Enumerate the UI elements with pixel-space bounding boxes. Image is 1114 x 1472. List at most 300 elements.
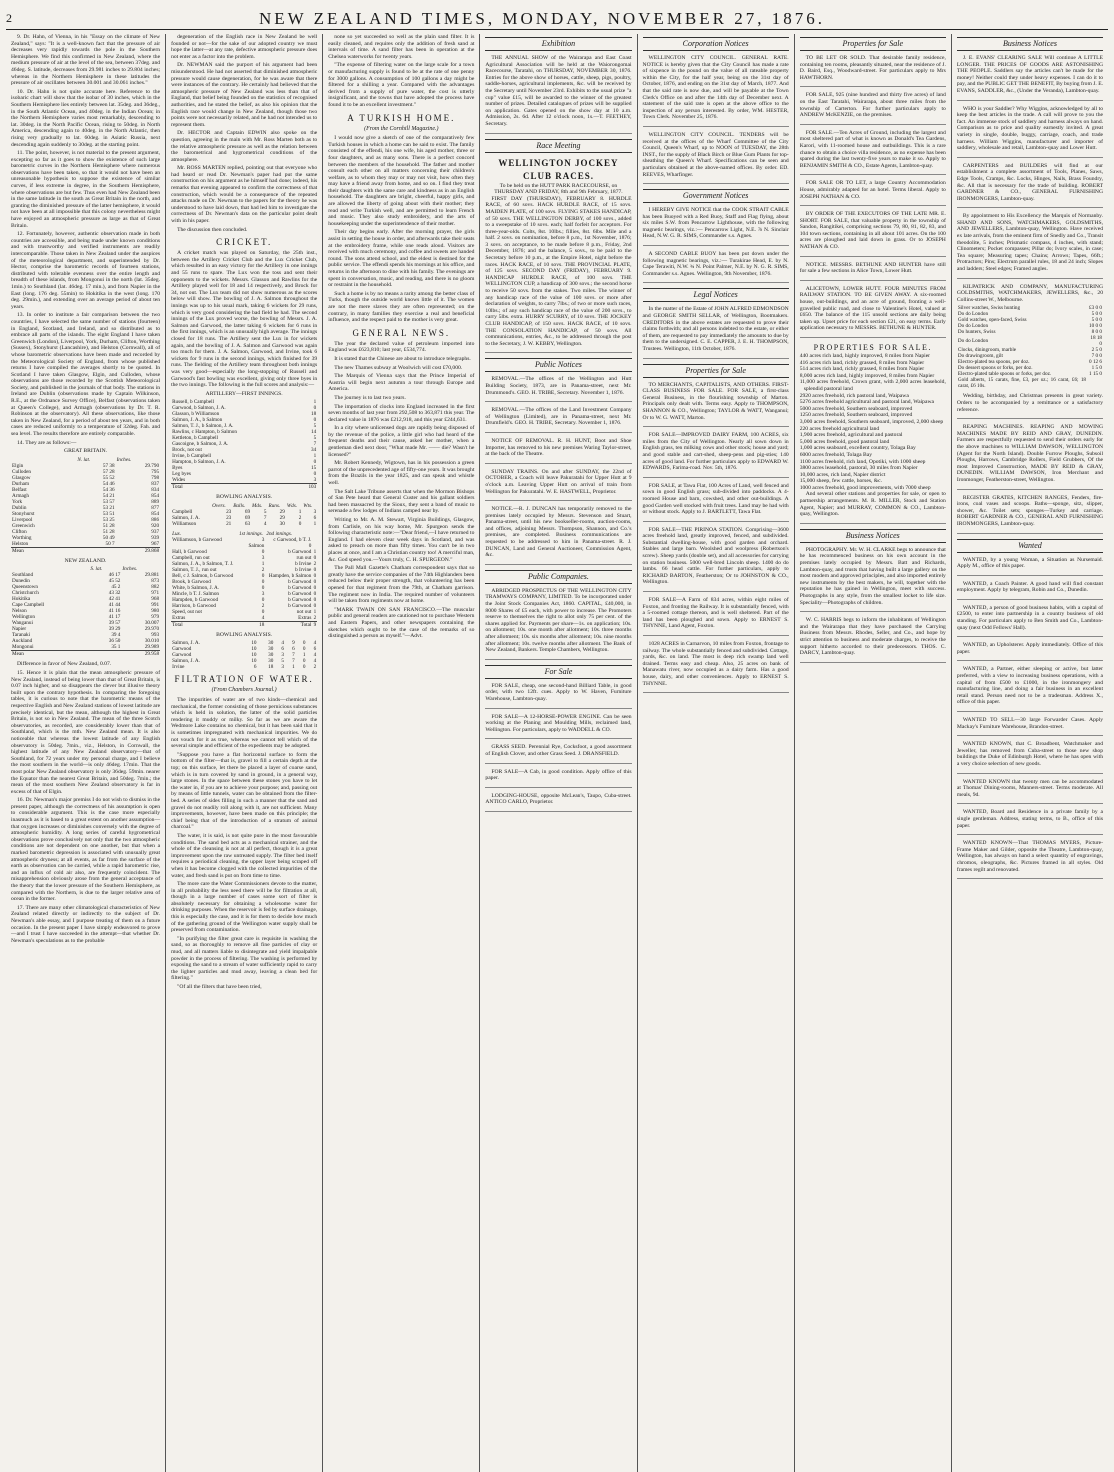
advertisement: FOR SALE—THE PIRINOA STATION. Comprising—3600 acres freehold land, greatly improved, fenced, and subdivided. Substantial dwelling-house, with good garden and orchard. Stables and large barn. Woolshed and woolpress (Robertson's screw). Sheep yards (double set), and all accessories for carrying on station business. 5000 well-bred Lincoln sheep. 1400 do do lambs. 66 head cattle. For further particulars, apply to RICHARD BARTON, Featherston; Or to JOHNSTON & CO., Wellington. [643,527,789,592]
table-cell: Taranaki [12,632,31,639]
table-cell: 0 [313,459,317,466]
table-cell: 882 [151,584,160,591]
table-cell: Wellington [12,614,35,621]
table-cell: Total [300,621,312,628]
table-cell: 5 [313,435,317,442]
table-cell: Mincle, b T. J. Salmon [172,590,220,597]
table-header-cell: Overs. [212,502,226,509]
section-header: Business Notices [957,37,1103,51]
article-paragraph: "In purifying the filter great care is requisite in washing the sand, so as thoroughly to remove all fine particles of clay or mud, and all matters liable to disintegrate and yield impalpable powder in the process of filtering. The washing is performed by exposing the sand to a stream of water sufficiently rapid to carry the lighter particles and mud away, leaving a clean bed for filtering." [171,935,318,982]
table-cell: 39 4 [111,632,121,639]
table-cell: 837 [151,480,160,487]
advertisement: WHO is your Saddler? Why Wiggins, acknowledged by all to keep the best articles in the trade. A call will prove to you the fact. An immense stock of saddlery and harness always on hand. Comparison as to price and quality earnestly invited. A great variety in single, double, buggy, carriage, coach, and trade harness. William Wiggins, manufacturer and importer of saddlery, wholesale and retail, Lambton-quay and Lower Hutt. [957,106,1103,158]
table-cell: 50 7 [105,540,115,547]
article-paragraph: I would now give a sketch of one of the comparatively few Turkish houses in which a home can be said to exist. The family consisted of the effendi, his one wife, his aged mother, three or four daughters, and as many sons. There is a perfect concord between the members of the household. The father and mother consult each other on all matters concerning their children's welfare, as to whom they may or may not visit, how often they may have a friend away from home, and so on. I find they treat their daughters with the same care and kindness as in an English household. The daughters are bright, cheerful, happy girls, and are allowed the liberty of going about with their mother; they read and write Turkish well, and are permitted to learn French and music. They also study embroidery, and the arts of housekeeping under the superintendence of their mother. [328,135,475,227]
table-cell: 0 [261,578,265,585]
table-cell: 30.007 [144,620,160,627]
table-cell: 0 [313,584,317,591]
table-cell: Auckland [12,638,33,645]
property-listing: 1,900 acres freehold, agricultural and pastoral [799,432,903,439]
advertisement: FOR SALE—A Farm of 834 acres, within eight miles of Foxton, and fronting the Railway. It is substantially fenced, with a 5-roomed cottage thereon, and is well sheltered. Part of the land has been ploughed and sown. Apply to ERNEST S. THYNNE, Land Agent, Foxton. [643,597,789,636]
table-cell: York [12,498,23,505]
advertisement: 1028 ACRES in Carnarvon, 10 miles from Foxton, frontage to railway. The whole substantially fenced and subdivided. Cottage, yards, &c. on land. The most is deep rich swamp land well drained. Terms easy and cheap. Also, 25 acres on bank of Manawatu river, now occupied as a dairy farm. Has a good house, dairy, and other conveniences. Apply to ERNEST S. THYNNE. [643,641,789,693]
table-cell: Total [172,621,183,628]
table-cell: 53 51 [102,510,115,517]
table-cell: 4 [313,652,317,659]
advertisement: BY ORDER OF THE EXECUTORS OF THE LATE MR. E. SHORT. FOR SALE, that valuable property in the township of Sandon, Rangitikei, comprising sections 79, 80, 81, 82, 83, and 104 town sections, containing in all about 101 acres. On the 100 acres are ploughed and laid down in grass. Or to JOSEPH NATHAN & CO. [800,211,946,257]
table-cell: 10 [251,652,257,659]
table-cell: 967 [151,540,160,547]
article-paragraph: 15. Hence it is plain that the mean atmospheric pressure of New Zealand, instead of being lower than that of Great Britain, is 0.07 inch higher, and so disappears the clever but illusive theory built upon the contrary hypothesis. In comparing the foregoing tables, it is curious to note that the barometric means of the respective English and New Zealand stations of lowest latitude are precisely identical, but the mean, although the highest in Great Britain, is not so in New Zealand. The mean of the three Scotch observatories, as recorded, are considerably lower than that of Southland, which is the mth. New Zealand mean. It is also noticeable that whereas the lowest latitude of any English observatory is 50deg. 7min., viz., Helston, in Cornwall, the highest latitude of any New Zealand observatory—that of Southland, for 72 years under my personal charge, and I believe the most southern in the world—is only 46deg. 17min. That the most polar New Zealand observatory is only 36deg. 59min. nearer the Equator than the nearest Great Britain, and 50deg. 7min.; the mean of the most southern New Zealand observatory is far in excess of that of Elgin. [11,670,161,795]
news-item: The new Thames subway at Woolwich will cost £70,000. [334,364,463,371]
general-news-heading: GENERAL NEWS. [352,327,451,338]
table-cell: 4 [261,614,265,621]
table-cell: Do do London [957,323,989,330]
table-cell: Hall, b Garwood [172,548,207,555]
property-listing: 3,000 acres freehold, Southern seaboard, improved, 2,000 sheep [799,418,944,425]
table-cell: 8 0 0 [1091,329,1103,336]
property-listing: 440 acres rich land, highly improved, 8 miles from Napier [799,353,931,359]
table-cell: 7 [292,658,295,665]
table-cell: 0 [308,542,312,549]
table-title: BOWLING ANALYSIS. [216,494,273,501]
section-header: Race Meeting [485,139,631,153]
table-cell: Gascoigne, b Salmon, J. A. [172,441,229,448]
table-cell: not out [296,608,312,615]
table-cell: Silver watches, Swiss hunting [957,305,1021,312]
news-item: The Pall Mall Gazette's Chatham correspondent says that so greatly have the service companies of the 74th Highlanders been reduced below their proper strength, that volunteering has been opened for that regiment from the 79th, at Chatham garrison. The regiment now in India. The required number of volunteers will be taken from regiments now at home. [328,565,475,605]
table-cell: 1 15 0 [1089,371,1103,378]
article-paragraph: none so yet succeeded so well as the plain sand filter. It is easily cleaned, and requires only the addition of fresh sand at intervals of time. A sand filter has been in operation at the Chelsea waterworks for twenty years. [328,34,475,60]
table-cell: b Garwood [288,596,312,603]
table-cell: Wanganui [12,620,33,627]
table-cell: 29.970 [144,626,160,633]
table-cell: 991 [151,602,160,609]
article-paragraph: Mr. ROSS MARTEN replied, pointing out that everyone who had heard or read Dr. Newman's paper had put the same construction on his argument as he himself had done; indeed, his remarks that evening appeared to confirm the correctness of that construction, which would be a consequence of the repeated attacks made on Dr. Newman to the papers for the theory he was understood to have laid down, that had led him to investigate the correctness of Dr. Newman's data on the particular point dealt with in his paper. [171,165,318,225]
table-header-cell: S. lat. [90,566,103,573]
newspaper-title: NEW ZEALAND TIMES, MONDAY, NOVEMBER 27, 1876. [259,8,825,28]
table-cell: 6 [253,664,257,671]
property-listing: 3800 acres leasehold, pastoral, 30 miles from Napier [799,465,918,472]
table-cell: 23 [226,514,232,521]
table-cell: run out [296,554,312,561]
table-cell: 2 [261,566,265,573]
article-paragraph: 11. The point, however, is not material to the present argument, excepting so far as it goes to show the existence of such large barometric curves in the Northern Hemisphere where numerous observations have been taken, so that it would not have been an unreasonable hypothesis to suppose the existence of similar curves, if less extreme in degree, in the Southern Hemisphere, where observations are but few. Thus even had New Zealand been in the same latitude in the south as Great Britain in the north, and granting the diminished pressure of the latter hemisphere, it would not have been at all impossible that this colony nevertheless might have enjoyed an atmospheric pressure as large as that of Great Britain. [11,150,161,229]
table-cell: 53 57 [102,498,115,505]
table-cell: 0 [313,572,317,579]
table-cell: 14 [311,429,317,436]
news-item: The journey is to last two years. [334,394,406,401]
page-number: 2 [6,11,12,25]
table-cell: Clifton [12,528,27,535]
table-cell: Do do London [957,338,989,345]
table-header-cell: Mds. [252,502,263,509]
article-paragraph: Their day begins early. After the morning prayer, the girls assist in setting the house in order, and afterwards take their seats at the embroidery frame, while one reads aloud. Visitors are received with much ceremony, and coffee and sweets are handed round. The sons attend school, and the eldest is destined for the public service. The effendi spends his mornings at his office, and returns in the afternoon to dine with his family. The evenings are spent in conversation, music, and reading, and there is no gloom or restraint in the household. [328,229,475,289]
wanted-ad: WANTED TO SELL—30 large Forwarder Cases. Apply Mackay's Furniture Warehouse, Brandon-street. [957,717,1103,736]
table-cell: Hokitika [12,596,31,603]
table-cell: Speed, out not [172,608,202,615]
article-paragraph: 14. They are as follows:— [17,439,77,446]
table-cell: 2 [298,514,302,521]
table-cell: 1 [313,399,317,406]
table-cell: 0 [302,658,306,665]
table-title: NEW ZEALAND. [64,557,107,564]
table-cell: 10 [251,658,257,665]
table-cell: 968 [151,596,160,603]
news-item: In a city where unlicensed dogs are rapidly being disposed of by the revenue of the police, a little girl who had heard of the frequent deaths and their cause, asked her mother, when a gentleman died next door, "What made Mr. —— die? Wasn't he licensed?" [328,425,475,458]
table-cell: Gold alberts, 15 carats, fine, £3, per oz.; 16 carat, £6; 18 carat, £6 10s. [957,377,1087,390]
table-cell: Armagh [12,492,29,499]
table-cell: Worthing [12,534,32,541]
wanted-ad: WANTED, a Coach Painter. A good hand will find constant employment. Apply by telegram, Robin and Co., Dunedin. [957,581,1103,600]
table-cell: 18 [268,664,274,671]
table-cell: 1 [313,608,317,615]
table-cell: 2 [313,614,317,621]
table-cell: 30 [268,652,274,659]
masthead [6,8,1108,30]
table-cell: 0 [261,596,265,603]
article-paragraph: 13. In order to institute a fair comparison between the two countries, I have selected the same number of stations (fourteen) in England, Scotland, and Ireland, and so distributed as to embrace all parts of the islands. The eight England I have taken Greenwich (London), Liverpool, York, Durham, Clifton, Worthing (Sussex), Stonyhurst (Lancashire), and Helston (Cornwall), all of whose barometric observations have been made and recorded by the Meteorological Society of England, from whose published returns I have compiled the averages shortly to be quoted. In Scotland I have taken Glasgow, Elgin, and Culloden, whose observations are those recorded by the Scottish Meteorological Society, and published in the journals of that body. The stations in Ireland are Dublin (observations made by Captain Wilkinson, R.E., at the Ordnance Survey Office), Belfast (observations taken at Queen's College), and Armagh (observations by Dr. T. R. Robinson at the observatory). All these observations, like those taken in New Zealand, for a period of about ten years, and in both cases are reduced uniformly to a temperature of 32deg. Fah. and sea level. The results therefore are entirely comparable. [11,312,161,438]
table-cell: 3 [261,536,265,543]
table-cell: 1 [302,652,306,659]
wanted-ad: WANTED KNOWN—That THOMAS MYERS, Picture-Frame Maker and Gilder, opposite the Theatre, Lambton-quay, Wellington, has always on hand a select quantity of engravings, chromos, oleographs, &c. Pictures framed in all styles. Old frames regilt and renovated. [957,840,1103,879]
table-cell: 873 [151,578,160,585]
bowling-table [171,503,317,527]
wanted-ad: WANTED, a person of good business habits, with a capital of £2500, to enter into partnership in a country business of old standing. For particulars apply to Ben Smith and Co., Lambton-quay (next Odd Fellows' Hall). [957,605,1103,637]
advertisement: ALICETOWN, LOWER HUTT. FOUR MINUTES FROM RAILWAY STATION. TO BE GIVEN AWAY. A six-roomed house, out-buildings, and an acre of ground, fronting a well-gravelled public road, and close to Valentine's Hotel, valued at £650. The balance of the 115 unsold sections are daily being taken up. Upset price for each section £21, on easy terms. Early application necessary to MESSRS. BETHUNE & HUNTER. [800,286,946,338]
property-listing: 1100 acres freehold, rich land, Opotiki, with 1000 sheep [799,458,926,465]
advertisement: WELLINGTON CITY COUNCIL. TENDERS will be received at the offices of the Wharf Committee of the City Council, Queen's Wharf, up to NOON of TUESDAY, the 28th INST., for the supply of Black Birch or Blue Gum Plants for top-sheathing the Queen's Wharf. Specifications can be seen and particulars obtained at the above-named offices. By order. ED. REEVES, Wharfinger. [643,132,789,184]
table-cell: Gold watches, open-faced, Swiss [957,317,1027,324]
article-paragraph: A cricket match was played on Saturday, the 25th inst., between the Artillery Cricket Club and the Lux Cricket Club, which resulted in an easy victory for the Artillery in one innings and 55 runs to spare. The Lux won the toss and sent their opponents to the wickets. Messrs. Glasson and Rawlins for the Artillery played well for 18 and 14 respectively, and Brock for 34, not out. The Lux team did not show numerous as the scores below will show. The bowling of J. A. Salmon throughout the innings was up to his usual mark, taking 6 wickets for 29 runs, which is very good considering the bad field he had. The second innings of the Lux proved worse, the bowling of Messrs. J. A. Salmon and Garwood, the latter taking 6 wickets for 6 runs in the first innings, which is an unusually high average. The innings closed for 18 runs. The Artillery sent the Lux in for wickets again, and the bowling of J. A. Salmon and Garwood was again too much for them. J. A. Salmon, Garwood, and Irvine, took 6 wickets for 9 runs in the second innings, which finished for 39 runs. The fielding of the Artillery team throughout both innings was very good—especially the long-stopping of Russell and Garwood's fast bowling was excellent, giving only three byes in the two innings. The following is the full scores and analysis:— [171,250,318,389]
turkish-home-source: (From the Cornhill Magazine.) [364,125,439,132]
table-cell [76,547,115,554]
table-cell: 39 57 [108,620,121,627]
advertisement: REGISTER GRATES, KITCHEN RANGES, Fenders, fire-irons, coal vases and scoops. Baths—sponge, sitz, slipper, shower, &c. Toilet sets; sponges—Turkey and carriage. ROBERT GARDNER & CO., GENERAL AND FURNISHING IRONMONGERS, Lambton-quay. [957,495,1103,534]
table-cell: 6 [313,646,317,653]
table-cell: 6 [313,514,317,521]
table-cell: Extras [298,614,312,621]
table-cell: 35 1 [111,644,121,651]
table-cell: 1 5 0 [1091,365,1103,372]
table-cell: 53 25 [102,516,115,523]
table-cell: 4 [313,640,317,647]
table-cell: 920 [151,522,160,529]
table-row [957,377,1103,389]
news-item: Mr. Robert Kennedy, Wigtown, has in his possession a green parrot of the unprecedented age of fifty-one years. It was brought from the Brazils in the year 1825, and can speak and whistle well. [328,460,475,487]
table-cell: 41 16 [108,608,121,615]
table-cell: Liverpool [12,516,33,523]
table-cell: 979 [151,614,160,621]
table-cell: 1 [313,548,317,555]
table-cell: 54 21 [102,492,115,499]
table-cell: Queenstown [12,584,38,591]
wanted-ad: WANTED KNOWN, that C. Broadbent, Watchmaker and Jeweller, has removed from Cuba-street to those new shop buildings the Duke of Edinburgh Hotel, where he has open with a very choice selection of new goods. [957,741,1103,773]
table-cell: 21 [226,520,232,527]
table-cell: 18 18 0 [1090,335,1103,348]
advertisement: PHOTOGRAPHY. Mr. W. H. CLARKE begs to announce that he has recommenced business on his own account in the premises lately occupied by Messrs. Batt and Richards, Lambton-quay, and trusts that having built a large gallery on the most modern and approved principles, and also imported entirely new instruments by the best makers, he will, together with the reputation he has gained in Wellington, meet with success. Photographs in any style, from the smallest locket to life size. Speciality—Photographs of children. [800,547,946,612]
table-cell: Kettleton, b Campbell [172,435,219,442]
wanted-ad: WANTED, by a young Woman, a Situation as Nursemaid. Apply M., office of this paper. [957,557,1103,576]
advertisement: TO MERCHANTS, CAPITALISTS, AND OTHERS. FIRST-CLASS BUSINESS FOR SALE. FOR SALE, a first-class General Business, in the flourishing township of Marton. Principals only dealt with. Terms easy. Apply to THOMPSON, SHANNON & CO., Wellington; TAYLOR & WATT, Wanganui; Or to W. G. WATT, Marton. [643,382,789,428]
table-cell: Hampton, b Salmon, J. A. [172,459,226,466]
table-cell: Stonyhurst [12,510,35,517]
advertisement: ABRIDGED PROSPECTUS OF THE WELLINGTON CITY TRAMWAYS COMPANY, LIMITED. To be incorporated under the Joint Stock Companies Act, 1860. CAPITAL, £40,000, in 8000 Shares of £5 each, with power to increase. The Promoters reserve to themselves the right to allot only 75 per cent. of the shares applied for. Payments per share—1s. on application; 10s. on allotment; 10s. one month after allotment; 10s. three months after allotment; 10s. six months after allotment; 10s. nine months after allotment; 10s. twelve months after allotment. The Bank of New Zealand, Bankers. Temple Chambers, Wellington. [485,588,631,660]
filtration-heading: FILTRATION OF WATER. [174,674,314,685]
table-cell: 0 [313,405,317,412]
table-cell: 7 [313,441,317,448]
table-cell: 854 [151,492,160,499]
table-cell: 29.989 [144,644,160,651]
advertisement: FOR SALE, at Tawa Flat, 100 Acres of Land, well fenced and sown in good English grass; sub-divided into paddocks. A 4-roomed House and barn, cowshed, and other out-buildings. A good Garden well stocked with fruit trees. Land may be had with or without stock. Apply to J. BARTLETT, Tawa Flat. [643,483,789,522]
property-listing: 6000 acres freehold, Tolaga Bay [799,451,873,458]
advertisement: NOTICE. MESSRS. BETHUNE AND HUNTER have still for sale a few sections in Alice Town, Lower Hutt. [800,262,946,281]
section-header: Business Notices [800,529,946,543]
table-cell: 6 [281,646,285,653]
table-cell: Electro-plated tea spoons, per doz. [957,359,1030,366]
table-cell: 69 [244,514,251,521]
table-cell: 3 [281,652,285,659]
table-cell: Harrison, b Garwood [172,602,217,609]
advertisement: REAPING MACHINES. REAPING AND MOWING MACHINES MADE BY REID AND GRAY, DUNEDIN. Farmers are respectfully requested to send their orders early for the above machines to WILLIAM DAWSON, WELLINGTON (Agent for the North Island). Double Furrow Ploughs, Subsoil Ploughs, Harrows, Cambridge Rollers, Field Grubbers, Of the most Improved Construction, MADE BY REID & GRAY, DUNEDIN. WILLIAM DAWSON, Iron Merchant and Ironmonger, Featherston-street, Wellington. [957,424,1103,489]
table-row [11,651,160,658]
advertisement: FOR SALE, 925 (nine hundred and thirty five acres) of land on the East Taratahi, Wairarapa, about three miles from the township of Carterton. For further particulars apply to ANDREW McKENZIE, on the premises. [800,92,946,124]
table-cell: 63 [244,520,251,527]
table-cell: Glasgow [12,474,31,481]
table-row [171,521,317,527]
article-paragraph: degeneration of the English race in New Zealand be well founded or not—for the sake of our adopted country we must hope the latter—at any rate, defective atmospheric pressure does not enter as a factor into the problem. [171,34,318,60]
advertisement: A SECOND CABLE BUOY has been put down under the following magnetic bearings, viz.:— Turakirae Head, E. by N. Cape Terawiti, N.W. ¾ N. Point Palmer, N.E. by N. G. R. SIMS, Commander s.s. Agnes. Wellington, 9th November, 1876. [643,251,789,283]
table-cell: 34 [311,447,317,454]
article-paragraph: 10. Dr. Hahn is not quite accurate here. Reference to the isobaric chart will show that the isobar of 30 inches, which in the Southern Hemisphere lies entirely between lat. 35deg. and 36deg., in the South Atlantic Ocean, and 40deg. in the Indian Ocean; in the Northern Hemisphere varies most remarkably, descending to lat. 30deg. in the North Pacific Ocean, rising to 50deg. in North America, descending again to 40deg. in the North Atlantic, then rising very gradually to lat. 60deg. in Asiatic Russia, next descending again suddenly to 30deg. at the starting point. [11,88,161,148]
advertisement: J. E. EVANS' CLEARING SALE Will continue A LITTLE LONGER. THE PRICES OF GOODS ARE ASTONISHING THE PEOPLE. Saddlers say the articles can't be made for the money! Neither could they under heavy expenses. I can do it to pay, and the PUBLIC GET THE BENEFIT, By buying from J. E. EVANS, SADDLER, &c., (Under the Veranda), Lambton-quay. [957,55,1103,101]
table-cell: 18 [311,411,317,418]
table-cell: 7 [263,514,267,521]
table-cell: Rawlins, c Hampton, b Salmon [172,429,237,436]
wanted-ad: WANTED KNOWN that twenty men can be accommodated at Thomas' Dining-rooms, Manners-street. Terms moderate. All meals, 9d. [957,779,1103,805]
article-paragraph: "Suppose you have a flat horizontal surface to form the bottom of the filter—that is, gravel to fill a certain depth at the top; on this surface, let there be placed a layer of coarse sand, which is in turn covered by sand in ground, in a general way, large stones. In the space between these stones you have to let the water in, if you are to achieve your purpose; and, passing out by means of little tunnels, water can be obtained from the filter-bed. A series of sides filling in such a manner that the sand and gravel do not readily roll along with it, are not sufficient. Many improvements, however, have been made on this principle; the chief being that of the introduction of a stratum of animal charcoal." [171,751,318,831]
section-header: Wanted [957,539,1103,553]
table-cell: Belfast [12,486,27,493]
table-cell: 1 [261,560,265,567]
table-cell: 30.010 [144,638,160,645]
table-cell: £3 0 0 [1089,305,1103,312]
news-item: It is stated that the Chinese are about to introduce telegraphs. [334,355,471,362]
table-cell: 29.881 [144,572,160,579]
table-cell: 39 29 [108,626,121,633]
article-paragraph: "The expense of filtering water on the large scale for a town or manufacturing supply is found to be at the rate of one penny for 3000 gallons. A consumption of 100 gallons a day might be filtered for a shilling a year. Compared with the advantages derived from a supply of pure water, the cost is utterly insignificant, and the towns that have adopted the process have found it to be an excellent investment." [328,62,475,108]
section-header: Corporation Notices [643,37,789,51]
table-cell: 0 [313,596,317,603]
table-header-cell: N. lat. [77,456,91,463]
table-header-cell: 1st innings. [238,530,263,537]
table-cell: 886 [151,516,160,523]
property-listing: 15,000 sheep, few cattle, horses, &c. [799,478,883,485]
table-cell: 36 50 [108,638,121,645]
table-cell: Greenwich [12,522,35,529]
table-cell: Nelson [12,608,27,615]
table-cell: 45 2 [111,584,121,591]
section-header: Properties for Sale [643,364,789,378]
table-cell: Garwood, b Salmon, J. A. [172,405,226,412]
table-cell: 54 46 [102,480,115,487]
news-item: Writing to Mr. A. M. Stewart, Virginia Buildings, Glasgow, from Carlisle, on his way home, Mr. Spurgeon sends the following characteristic note:—"Dear friend,—I have returned to England. I had eleven clear week days in Scotland, and was asked to preach on more than fifty times. You can't be in two places at once, and I am a Christian country too! A merciful man, &c. God speed you.—Yours truly, C. H. SPURGEON." [328,517,475,563]
advertisement: CARPENTERS and BUILDERS will find at our establishment a complete assortment of Tools, Planes, Saws, Edge Tools, Cramps, &c. Locks, Hinges, Nails, Brass Foundry, &c. All that is necessary for the trade of building. ROBERT GARDNER & CO., GENERAL FURNISHING IRONMONGERS, Lambton-quay. [957,163,1103,209]
filtration-source: (From Chambers Journal.) [211,687,277,694]
bowling-table-2 [171,640,317,670]
table-header-cell: Wts. [303,502,313,509]
table-title: GREAT BRITAIN. [64,448,108,455]
table-cell: b Irvine [295,566,312,573]
table-cell: Leg byes [172,471,191,478]
article-paragraph: The more care the Water Commissioners devote to the matter, in all probability the less need there will be for filtration at all, though in a large number of cases some sort of filter is absolutely necessary for obtaining a wholesome water for drinking purposes. When the reservoir is fed by surface drainage, this is especially the case, and it is for them to decide how much of the gathering ground of the Wellington water supply shall be preserved from contamination. [171,881,318,934]
table-cell: 9 [313,621,317,628]
table-cell: Williamson, b Garwood [172,536,222,543]
table-cell: Durham [12,480,29,487]
table-cell: Bell, c J. Salmon, b Garwood [172,572,234,579]
table-cell: 43 32 [108,590,121,597]
table-cell: Brock, not out [172,447,202,454]
table-cell: 54 36 [102,486,115,493]
column-4 [480,34,637,1472]
news-item: The Marquis of Vienna says that the Prince Imperial of Austria will begin next autumn a tour through Europe and America. [328,373,475,393]
table-cell: 2 [313,664,317,671]
table-cell: 29.790 [144,462,160,469]
table-cell: Christchurch [12,590,39,597]
table-cell: 10 [251,646,257,653]
table-cell: 877 [151,504,160,511]
table-cell: Brook, b Garwood [172,578,211,585]
table-cell: b Irvine [295,560,312,567]
table-cell: Mongonui [12,644,34,651]
table-cell: Helston [12,540,29,547]
table-cell: 798 [151,474,160,481]
table-cell: 41 17 [108,614,121,621]
news-item: The year the declared value of petroleum imported into England was £623,810; last year, £534,774. [328,340,475,354]
table-cell: Glasson, b Williamson [172,411,220,418]
article-paragraph: The water, it is said, is not quite pure in the most favourable conditions. The sand bed acts as a mechanical strainer, and the whole of the cleansing is not at all perfect, though it is a great improvement upon the raw untreated supply. The filter bed itself requires a periodical cleaning, the upper layer being scraped off when it has become clogged with the collected impurities of the water, and fresh sand is put on from time to time. [171,832,318,879]
table-cell: Electro-plated table spoons or forks, per doz. [957,371,1052,378]
advertisement: FOR SALE, cheap, one second-hand Billiard Table, in good order, with two 12ft. cues. Apply to W. Haven, Furniture Warehouse, Lambton-quay. [485,683,631,709]
table-cell: 46 17 [108,572,121,579]
article-paragraph: Difference in favor of New Zealand, 0.07. [17,661,112,668]
property-listing: 2920 acres freehold, rich pastoral land, Waipawa [799,392,909,399]
section-header: Public Notices [485,358,631,372]
table-cell: Salmon, J. A. [172,658,200,665]
advertisement: FOR SALE—A 12-HORSE-POWER ENGINE. Can be seen working at the Planing and Moulding Mills, reclaimed land, Wellington. For particulars, apply to WADDELL & CO. [485,714,631,740]
section-header: For Sale [485,665,631,679]
table-cell: Clocks, diningroom, marble [957,347,1017,354]
column-6 [795,34,952,1472]
table-cell: 3 [313,508,317,515]
wanted-ad: WANTED, a Partner, either sleeping or active, but latter preferred, with a view to increasing business operations, with a capital of from £500 to £1000, in the ironmongery and manufacturing line, and doing a fair business in an excellent retail stand. Person need not to be a tradesman. Address X., office of this paper. [957,666,1103,712]
advertisement: WELLINGTON CITY COUNCIL. GENERAL RATE. NOTICE is hereby given that the City Council has made a rate of sixpence in the pound on the value of all rateable property within the City, for the half year, being on the 31st day of October, 1876, and ending on the 31st day of March, 1877. And that the said rate is now due, and will be payable at the Town Clerk's Office on and after the 14th day of December next. A statement of the said rate is open at the above office to the inspection of any person interested. By order, WM. HESTER, Town Clerk. November 25, 1876. [643,55,789,127]
table-cell: Wides [172,477,186,484]
property-listing: 11,000 acres freehold, Crown grant, with 2,000 acres leasehold, splendid pastoral land [799,379,946,392]
table-cell: Campbell, run out [172,554,210,561]
table-cell: 57 28 [102,468,115,475]
property-listing: 1000 acres freehold, good improvements, with 7000 sheep [799,484,931,491]
table-cell: 15 [311,465,317,472]
table-cell: 57 38 [102,462,115,469]
table-cell [89,651,121,658]
article-paragraph: 16. Dr. Newman's major premiss I do not wish to dismiss in the present paper, although the correctness of his assumption is open to considerable argument. This is the case more especially inasmuch as it is based to a great extent on another assumption—that oxygen increases or diminishes conversely with the degree of atmospheric humidity. A long series of careful hygrometrical observations prove conclusively not only that the two atmospheric conditions are not dependent on one another, but that when a marked barometric depression is associated with unusually great atmospheric dryness; at all events, as far from the surface of the earth as observation can be carried, while a rapid barometric rise, and an influx of cold air also, are frequently coincident. The misapprehension obviously arose from the general acceptance of the theory that the lower pressure of the Southern Hemisphere, as compared with the Northern, is due to the larger relative area of ocean in the former. [11,797,161,903]
table-cell: 2 5 0 [1091,347,1103,354]
property-listing: 1,000 acres seaboard, excellent country, Tolaga Bay [799,445,916,452]
table-cell: 30 [268,646,274,653]
lux-innings-table [171,531,317,628]
column-2 [166,34,323,1472]
table-cell: Mean [12,547,24,554]
table-cell: Garwood [172,646,192,653]
table-cell: 5 [263,508,267,515]
table-cell: Do dessert spoons or forks, per doz. [957,365,1033,372]
article-paragraph: Dr. NEWMAN said the purport of his argument had been misunderstood. He had not asserted that diminished atmospheric pressure would cause degeneration, for he was aware that there were instances of the contrary. He certainly had believed that the atmospheric pressure of New Zealand was less than that of England, that belief being founded on the statistics of recognised authorities, and he stated the belief, as also his opinion that the English race would change in New Zealand, though those two points were not necessarily related, and he had not intended us to represent them. [171,62,318,128]
table-cell: 5 0 0 [1091,311,1103,318]
table-cell: Salmon, J. A. [172,640,200,647]
table-cell: 0 [261,584,265,591]
table-cell: Dublin [12,504,27,511]
column-5 [638,34,795,1472]
table-cell: Southland [12,572,34,579]
table-cell: 4 [313,658,317,665]
advertisement: NOTICE.—R. J. DUNCAN has temporarily removed to the premises lately occupied by Messrs. Stevenson and Stuart, Panama-street, until his new bookseller-rooms, auction-rooms, and offices, adjoining Messrs. Thompson, Shannon, and Co.'s premises, are completed. Business communications are requested to be addressed to him in Panama-street. R. J. DUNCAN, Land and General Auctioneer, Commission Agent, &c. [485,506,631,565]
table-cell: 10 0 0 [1089,323,1103,330]
table-cell: 1 [298,508,302,515]
section-header: Legal Notices [643,288,789,302]
table-cell: 0 [313,417,317,424]
table-cell: 42 41 [108,596,121,603]
table-cell: 30 [268,658,274,665]
table-cell: Dunedin [12,578,30,585]
table-cell: Salmon, T. J., run out [172,566,217,573]
news-item: The importation of clocks into England increased in the first seven months of last year from 292,508 to 363,871 this year. The declared value in 1876 was £212,918, and this year £244,631. [328,403,475,423]
table-cell: Hampden, b Garwood [172,596,219,603]
advertisement: FOR SALE OR TO LET, a large Country Accommodation House, admirably adapted for an hotel. Terms liberal. Apply to JOSEPH NATHAN & CO. [800,180,946,206]
table-cell: 0 [261,608,265,615]
table-cell: 69 [244,508,251,515]
property-listing: 5,000 acres freehold, good pastoral land [799,438,890,445]
table-cell: Salmon [248,542,265,549]
advertisement: LODGING-HOUSE, opposite McLean's, Taupo, Cuba-street. ANTICO CARLO, Proprietor. [485,793,631,812]
table-cell: Salmon, J. A., b Salmon, T. J. [172,560,234,567]
price-list-table [957,305,1103,389]
table-cell: 5 0 0 [1091,317,1103,324]
table-cell: 4 [281,640,285,647]
advertisement: THE ANNUAL SHOW of the Wairarapa and East Coast Agricultural Association will be held at the Waiorongomai Racecourse, Taratahi, on THURSDAY, NOVEMBER 30, 1876. Entries for the above show of horses, cattle, sheep, pigs, poultry, saddle-horses, agricultural implements, &c. will be received by the Secretary until November 23rd. Exhibits to the usual prize "a cup" value £15, will be awarded to the winner of the greatest number of prizes. Detailed catalogues of prizes will be supplied on application. Gates opened on the show day at 10 a.m. Admission, 2s. 6d. After 12 o'clock noon, 1s.—T. FEETHEY, Secretary. [485,55,631,134]
table-cell: 2 [261,602,265,609]
table-cell: 0 [261,572,265,579]
table-cell: 30 [279,520,285,527]
advertisement: W. C. HARRIS begs to inform the inhabitants of Wellington and the Wairarapa that they have purchased the Carrying Business from Messrs. Rhodes, Seller, and Co., and hope by strict attention to business and moderate charges, to receive the support hitherto accorded to their predecessors. THOS. C. DARCY, Lambton-quay. [800,617,946,663]
table-cell: 3 [281,664,285,671]
table-cell: 53 21 [102,504,115,511]
artillery-innings-table [171,399,317,490]
table-cell: Mean [12,651,24,658]
column-1 [6,34,166,1472]
table-cell: 1 [313,453,317,460]
table-cell: 1 [313,520,317,527]
property-listing: 8,000 acres rich land, highly improved, 8 miles from Napier [799,372,935,379]
table-cell: 7 0 0 [1091,353,1103,360]
table-cell: 6 [292,646,295,653]
table-cell: 971 [151,590,160,597]
section-header: Properties for Sale [800,37,946,51]
table-cell: Salmon, J. A., b Salmon [172,417,223,424]
column-7 [952,34,1108,1472]
table-cell: Total [172,484,183,491]
table-cell: Do do London [957,311,989,318]
